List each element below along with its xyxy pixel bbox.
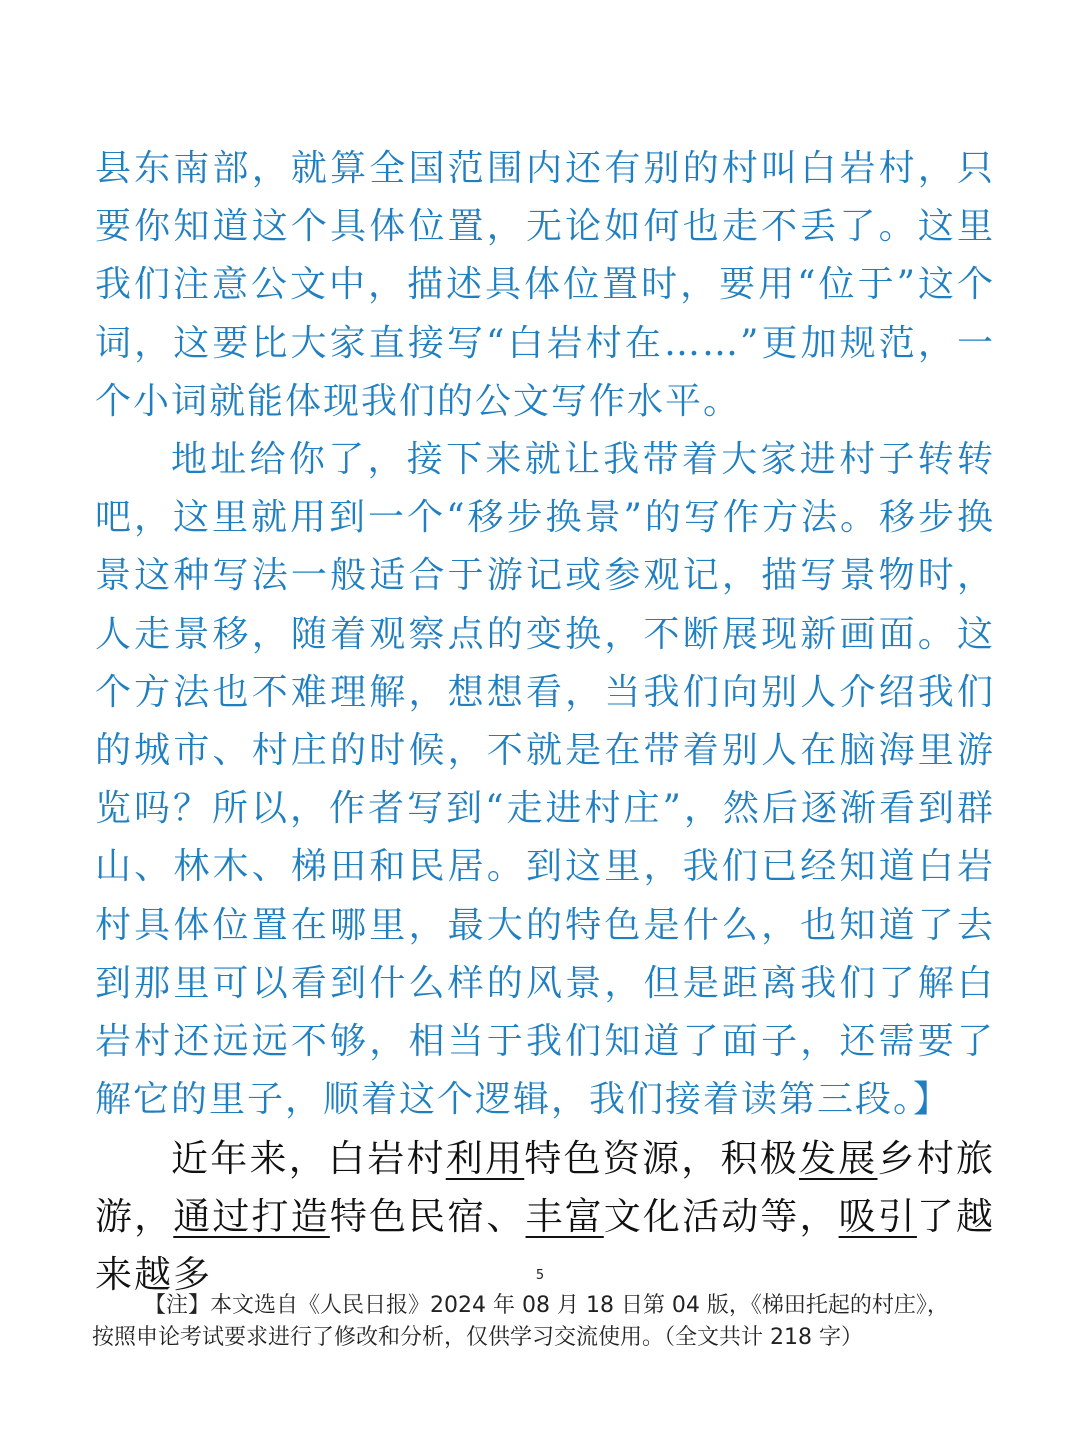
note-line-2: 按照申论考试要求进行了修改和分析，仅供学习交流使用。（全文共计 218 字） [92, 1325, 863, 1350]
text-segment: 了越来越多 [95, 1195, 996, 1296]
text-segment: 特色民宿、 [329, 1195, 526, 1238]
underlined-word: 发展 [799, 1137, 878, 1180]
page-number: 5 [535, 1268, 545, 1283]
analysis-commentary [95, 140, 995, 1129]
source-note [92, 1290, 992, 1354]
text-segment: 文化活动等， [603, 1195, 839, 1238]
text-segment: 特色资源，积极 [524, 1137, 799, 1180]
underlined-word: 利用 [445, 1137, 525, 1180]
commentary-paragraph-2: 地址给你了，接下来就让我带着大家进村子转转吧，这里就用到一个“移步换景”的写作方法。移步换景这种写法一般适合于游记或参观记，描写景物时，人走景移，随着观察点的变换，不断展现新画面。这个方法也不难理解，想想看，当我们向别人介绍我们的城市、村庄的时候，不就是在带着别人在脑海里游览吗？所以，作者写到“走进村庄”，然后逐渐看到群山、林木、梯田和民居。到这里，我们已经知道白岩村具体位置在哪里，最大的特色是什么，也知道了去到那里可以看到什么样的风景，但是距离我们了解白岩村还远远不够，相当于我们知道了面子，还需要了解它的里子，顺着这个逻辑，我们接着读第三段。】 [95, 439, 995, 1121]
underlined-word: 丰富 [525, 1195, 604, 1238]
underlined-word: 通过打造 [173, 1195, 330, 1238]
underlined-word: 吸引 [838, 1195, 917, 1238]
note-line-1: 【注】本文选自《人民日报》2024 年 08 月 18 日第 04 版，《梯田托起的村庄》， [144, 1293, 949, 1318]
commentary-paragraph-1: 县东南部，就算全国范围内还有别的村叫白岩村，只要你知道这个具体位置，无论如何也走不丢了。这里我们注意公文中，描述具体位置时，要用“位于”这个词，这要比大家直接写“白岩村在……”更加规范，一个小词就能体现我们的公文写作水平。 [95, 148, 995, 422]
text-segment: 乡村旅游， [95, 1137, 995, 1238]
text-segment: 近年来，白岩村 [171, 1137, 446, 1180]
